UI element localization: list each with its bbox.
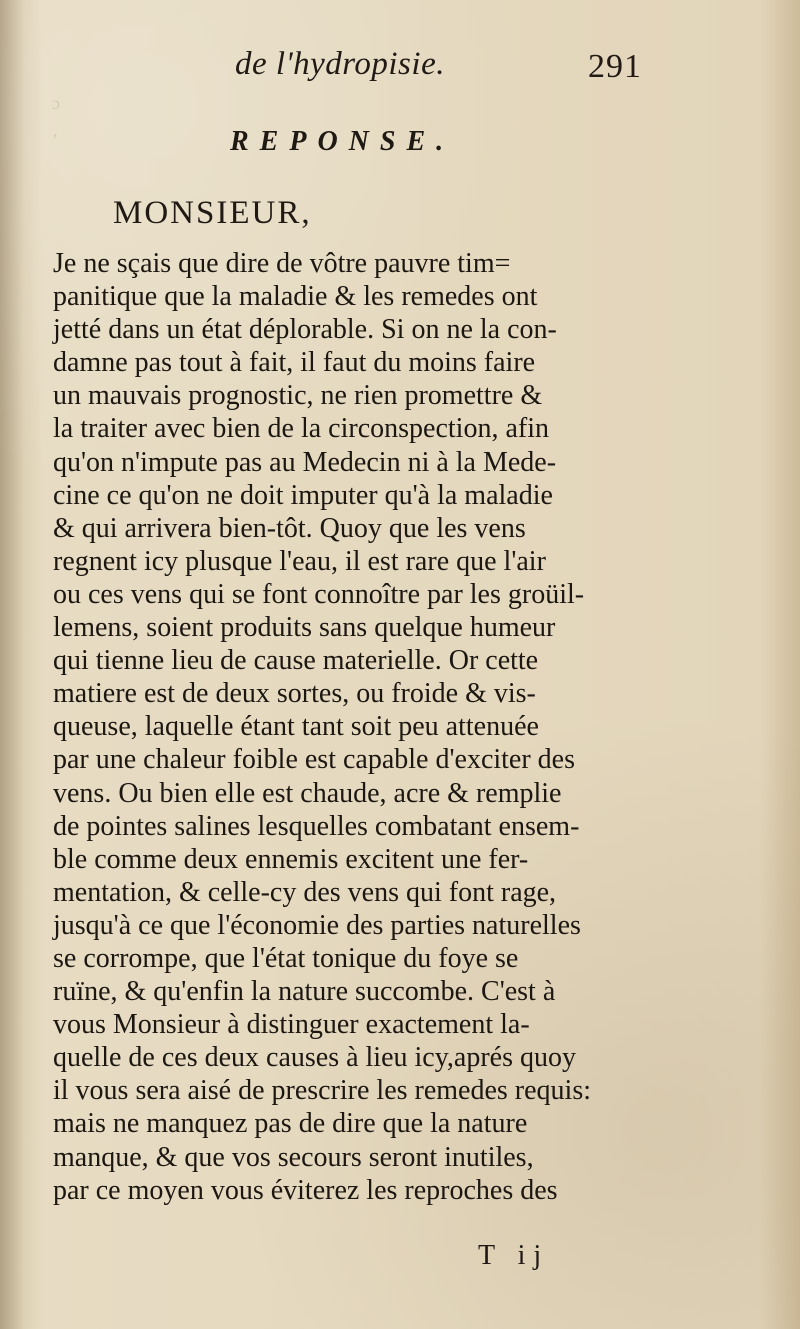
body-line: jusqu'à ce que l'économie des parties naturelles	[53, 909, 581, 941]
body-line: qu'on n'impute pas au Medecin ni à la Mede-	[53, 446, 557, 478]
running-head: de l'hydropisie.	[235, 46, 445, 82]
body-line: la traiter avec bien de la circonspection, afin	[53, 413, 549, 445]
body-line: se corrompe, que l'état tonique du foye se	[53, 942, 519, 974]
bleed-through-mark: ʼ	[52, 130, 58, 150]
body-line: un mauvais prognostic, ne rien promettre &	[53, 380, 543, 412]
body-line: panitique que la maladie & les remedes ont	[53, 281, 538, 313]
body-line: regnent icy plusque l'eau, il est rare que l'air	[53, 545, 546, 577]
body-line: quelle de ces deux causes à lieu icy,aprés quoy	[53, 1042, 576, 1074]
body-line: ou ces vens qui se font connoître par les groüil-	[53, 578, 585, 610]
body-line: & qui arrivera bien-tôt. Quoy que les vens	[53, 512, 526, 544]
body-line: vous Monsieur à distinguer exactement la-	[53, 1009, 530, 1041]
body-line: damne pas tout à fait, il faut du moins faire	[53, 347, 536, 379]
body-line: mais ne manquez pas de dire que la nature	[53, 1108, 528, 1140]
page-number: 291	[588, 48, 642, 85]
body-text	[53, 247, 665, 1207]
body-line: vens. Ou bien elle est chaude, acre & remplie	[53, 777, 562, 809]
section-title: REPONSE.	[230, 126, 455, 157]
body-line: ruïne, & qu'enfin la nature succombe. C'est à	[53, 976, 556, 1008]
body-line: de pointes salines lesquelles combatant ensem-	[53, 810, 580, 842]
body-line: manque, & que vos secours seront inutiles,	[53, 1141, 534, 1173]
body-line: lemens, soient produits sans quelque humeur	[53, 612, 556, 644]
page-spine-shadow	[0, 0, 24, 1329]
body-line: par ce moyen vous éviterez les reproches des	[53, 1174, 558, 1206]
body-line: Je ne sçais que dire de vôtre pauvre tim=	[53, 248, 511, 279]
body-line: queuse, laquelle étant tant soit peu attenuée	[53, 711, 539, 743]
body-line: cine ce qu'on ne doit imputer qu'à la maladie	[53, 479, 553, 511]
body-line: matiere est de deux sortes, ou froide & vis-	[53, 678, 536, 710]
salutation: MONSIEUR,	[113, 195, 312, 231]
body-line: qui tienne lieu de cause materielle. Or cette	[53, 645, 539, 677]
body-line: mentation, & celle-cy des vens qui font rage,	[53, 876, 557, 908]
body-line: jetté dans un état déplorable. Si on ne la con-	[53, 314, 557, 346]
body-line: par une chaleur foible est capable d'exciter des	[53, 744, 576, 776]
signature-mark: T ij	[478, 1240, 550, 1271]
bleed-through-mark: ɔ	[52, 93, 60, 113]
body-line: il vous sera aisé de prescrire les remedes requis:	[53, 1075, 592, 1107]
body-line: ble comme deux ennemis excitent une fer-	[53, 843, 529, 875]
